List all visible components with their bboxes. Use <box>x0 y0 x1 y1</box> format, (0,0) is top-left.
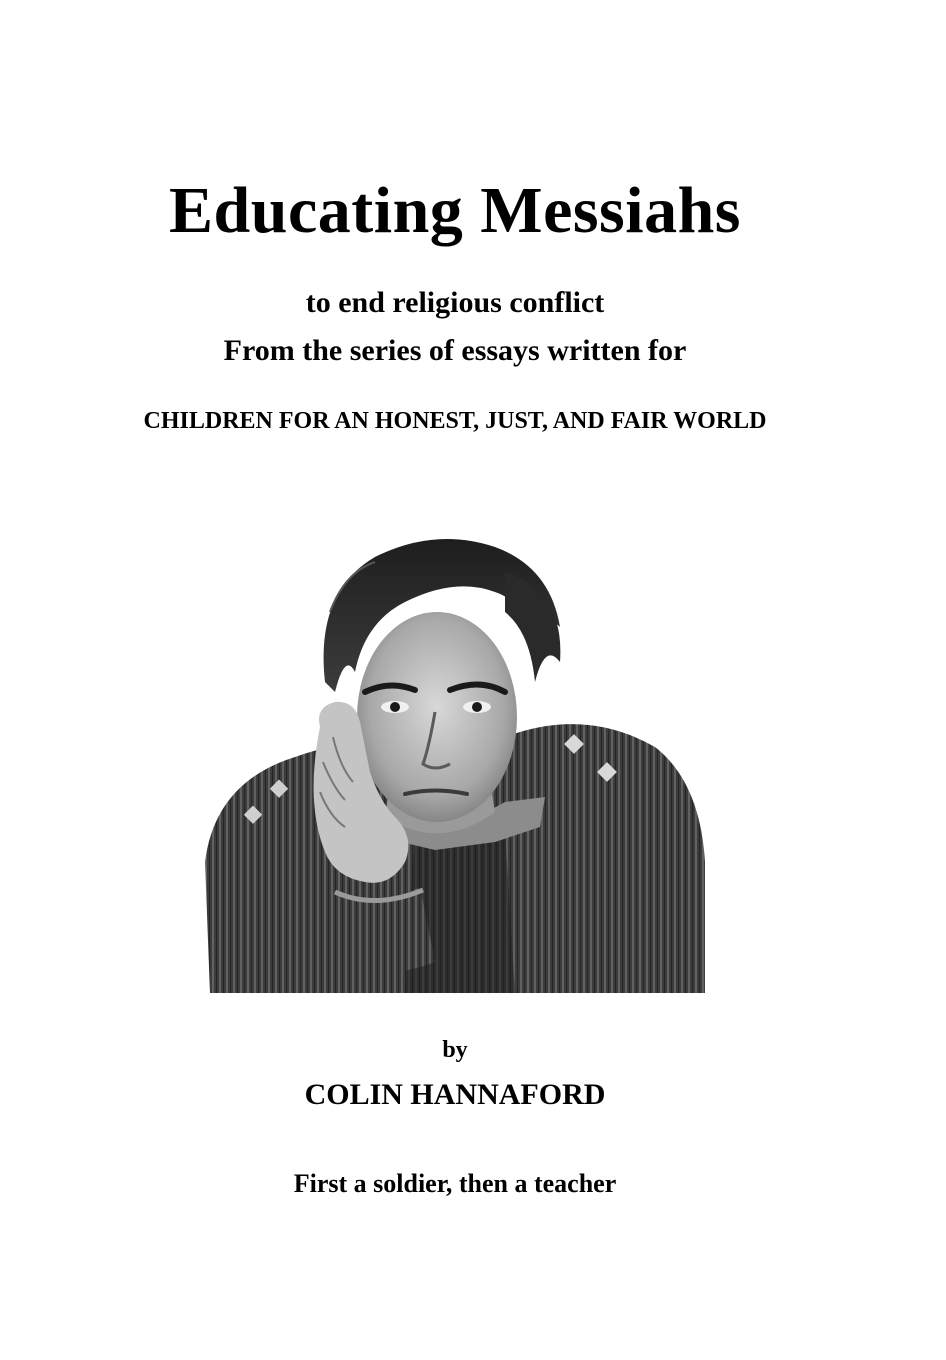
book-title: Educating Messiahs <box>169 174 741 247</box>
author-name: COLIN HANNAFORD <box>304 1078 606 1111</box>
author-tagline: First a soldier, then a teacher <box>293 1169 617 1198</box>
subtitle-line-1: to end religious conflict <box>305 286 605 319</box>
byline-label: by <box>442 1037 468 1063</box>
series-name: CHILDREN FOR AN HONEST, JUST, AND FAIR WORLD <box>143 408 767 434</box>
subtitle-line-2: From the series of essays written for <box>223 334 687 367</box>
author-portrait-photo <box>205 532 705 993</box>
